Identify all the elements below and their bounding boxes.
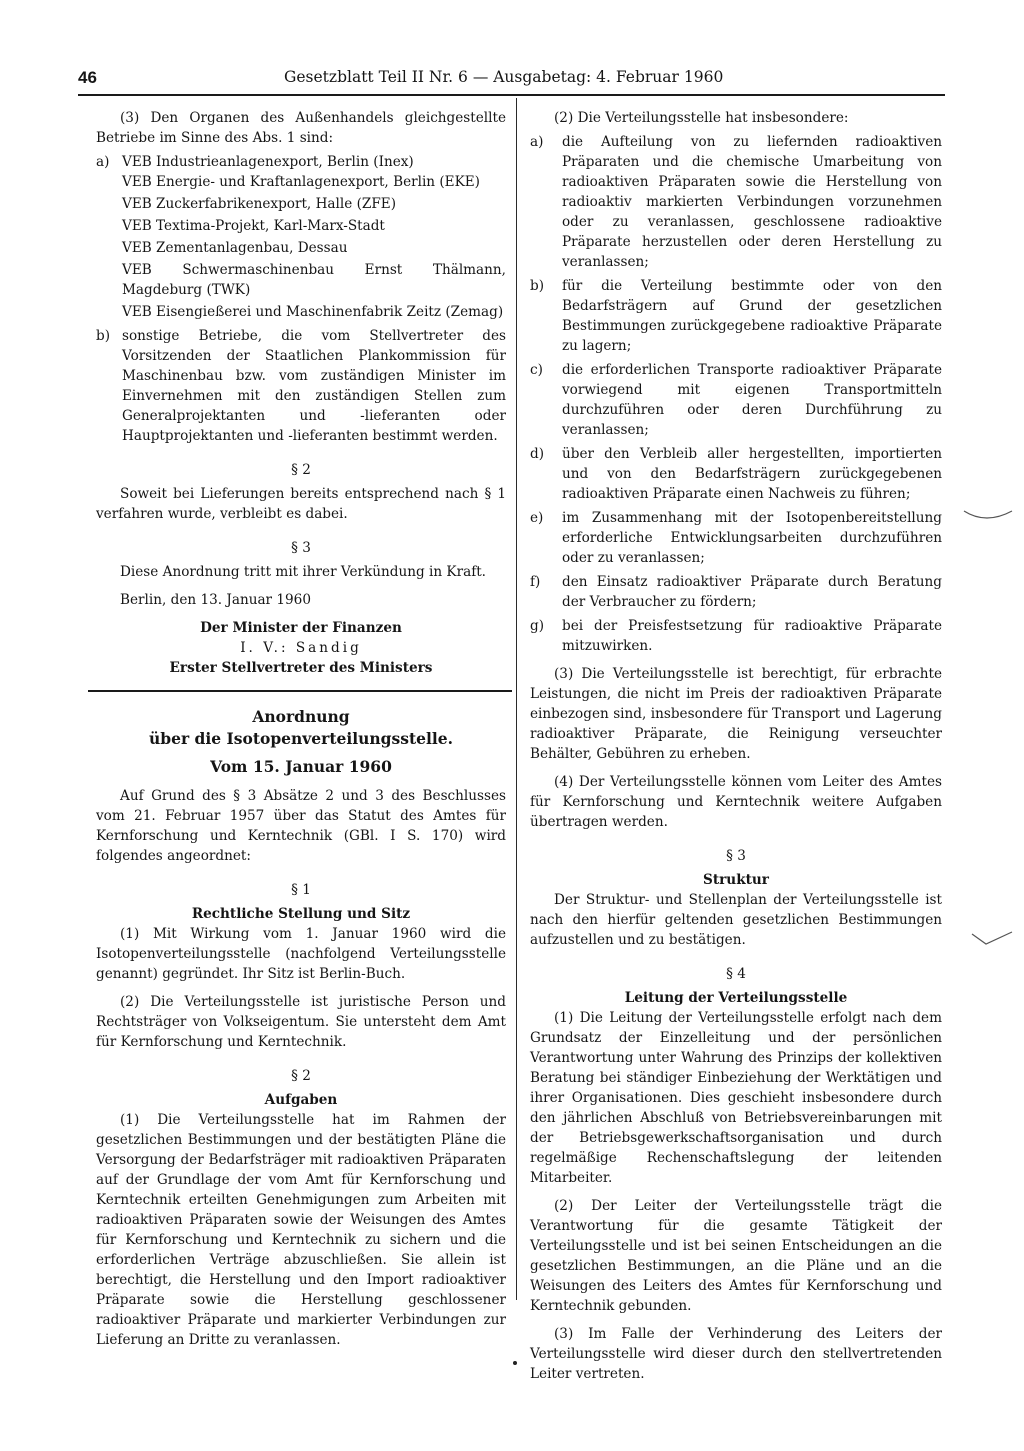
- company-entry: VEB Schwermaschinenbau Ernst Thälmann, Magdeburg (TWK): [122, 262, 506, 298]
- section-paragraph: (1) Die Verteilungsstelle hat im Rahmen der gesetzlichen Bestimmungen und der bestätigten Pläne die Versorgung der Bedarfsträger mit radioaktiven Präparaten auf der Grundlage der vom Amt für Kernforschung und Kerntechnik erteilten Genehmigungen zum Arbeiten mit radioaktiven Präparaten sowie der Weisungen des Amtes für Kernforschung und Kerntechnik zu sichern und die erforderlichen Verträge abzuschließen. Sie allein ist berechtigt, die Herstellung und den Import radioaktiver Präparate sowie die Herstellung geschlossener radioaktiver Präparate und markierter Verbindungen zur Lieferung an Dritte zu veranlassen.: [96, 1112, 506, 1348]
- item-label: a): [530, 134, 544, 150]
- left-column: [96, 108, 506, 1350]
- list-item: [530, 360, 942, 440]
- margin-check-mark: [968, 928, 1018, 952]
- item-label: g): [530, 618, 545, 634]
- paragraph-4: (4) Der Verteilungsstelle können vom Leiter des Amtes für Kernforschung und Kerntechnik weitere Aufgaben übertragen werden.: [530, 774, 942, 830]
- item-text: den Einsatz radioaktiver Präparate durch Beratung der Verbraucher zu fördern;: [562, 574, 942, 610]
- item-text: die erforderlichen Transporte radioaktiver Präparate vorwiegend mit eigenen Transportmitteln durchzuführen oder deren Durchführung zu veranlassen;: [562, 362, 942, 438]
- item-label: f): [530, 574, 541, 590]
- paragraph-2-intro: (2) Die Verteilungsstelle hat insbesondere:: [554, 110, 849, 126]
- section-title: Aufgaben: [264, 1092, 338, 1108]
- company-entry: VEB Industrieanlagenexport, Berlin (Inex): [122, 154, 414, 170]
- signer-role: Erster Stellvertreter des Ministers: [169, 660, 433, 676]
- company-entry: VEB Eisengießerei und Maschinenfabrik Zeitz (Zemag): [122, 304, 504, 320]
- section-heading: § 1: [291, 882, 311, 898]
- paragraph-3: (3) Die Verteilungsstelle ist berechtigt, für erbrachte Leistungen, die nicht im Preis der radioaktiven Präparate einbezogen sind, insbesondere für Transport und Lagerung radioaktiver Präparate, die Reinigung verseuchter Behälter, Gebühren zu erheben.: [530, 666, 942, 762]
- list-item-b: [96, 326, 506, 446]
- column-divider: [516, 98, 517, 1300]
- section-paragraph: (2) Der Leiter der Verteilungsstelle trägt die Verantwortung für die gesamte Tätigkeit der Verteilungsstelle und ist bei seinen Entscheidungen an die gesetzlichen Bestimmungen, an die Pläne und an die Weisungen des Leiters des Amtes für Kernforschung und Kerntechnik gebunden.: [530, 1198, 942, 1314]
- list-item: [530, 572, 942, 612]
- paragraph-3-intro: (3) Den Organen des Außenhandels gleichgestellte Betriebe im Sinne des Abs. 1 sind:: [96, 110, 506, 146]
- section-text: Der Struktur- und Stellenplan der Verteilungsstelle ist nach den hierfür geltenden gesetzlichen Bestimmungen aufzustellen und zu bestätigen.: [530, 892, 942, 948]
- place-date: Berlin, den 13. Januar 1960: [120, 592, 311, 608]
- section-heading: § 3: [726, 848, 746, 864]
- item-text: bei der Preisfestsetzung für radioaktive Präparate mitzuwirken.: [562, 618, 942, 654]
- item-label: c): [530, 362, 543, 378]
- item-label: e): [530, 510, 544, 526]
- item-text: die Aufteilung von zu liefernden radioaktiven Präparaten und die chemische Umarbeitung von radioaktiven Präparaten sowie die Herstellung von radioaktiv markierten Verbindungen vorzunehmen oder zu veranlassen, geschlossene radioaktive Präparate herzustellen oder deren Herstellung zu veranlassen;: [562, 134, 942, 270]
- document-subtitle: über die Isotopenverteilungsstelle.: [148, 729, 453, 748]
- list-item: [530, 616, 942, 656]
- signer-title: Der Minister der Finanzen: [200, 620, 402, 636]
- list-item: [530, 444, 942, 504]
- company-entry: VEB Zementanlagenbau, Dessau: [122, 240, 348, 256]
- margin-tick-mark: [960, 505, 1020, 525]
- company-entry: VEB Energie- und Kraftanlagenexport, Berlin (EKE): [122, 174, 480, 190]
- item-text: sonstige Betriebe, die vom Stellvertreter des Vorsitzenden der Staatlichen Plankommission für Maschinenbau bzw. vom zuständigen Minister im Einvernehmen mit den zuständigen Stellen zum Generalprojektanten und -lieferanten oder Hauptprojektanten und -lieferanten bestimmt werden.: [122, 328, 506, 444]
- list-item-a: [96, 152, 506, 172]
- item-label: b): [530, 278, 545, 294]
- section-title: Leitung der Verteilungsstelle: [624, 990, 848, 1006]
- page-number: 46: [78, 68, 97, 87]
- preamble: Auf Grund des § 3 Absätze 2 und 3 des Beschlusses vom 21. Februar 1957 über das Statut des Amtes für Kernforschung und Kerntechnik (GBl. I S. 170) wird folgendes angeordnet:: [96, 788, 506, 864]
- item-text: über den Verbleib aller hergestellten, importierten und von den Bedarfsträgern zurückgegebenen radioaktiven Präparate einen Nachweis zu führen;: [562, 446, 942, 502]
- page-speck: [513, 1361, 517, 1365]
- item-label: a): [96, 154, 110, 170]
- list-item: [530, 508, 942, 568]
- section-text: Diese Anordnung tritt mit ihrer Verkündung in Kraft.: [120, 564, 487, 580]
- document-date: Vom 15. Januar 1960: [210, 757, 392, 776]
- running-title: Gesetzblatt Teil II Nr. 6 — Ausgabetag: 4. Februar 1960: [284, 68, 724, 86]
- header-rule: [78, 94, 945, 96]
- section-paragraph: (1) Die Leitung der Verteilungsstelle erfolgt nach dem Grundsatz der Einzelleitung und der persönlichen Verantwortung unter Wahrung des Prinzips der kollektiven Beratung bei ständiger Einbeziehung der Werktätigen und ihrer Organisationen. Dies geschieht insbesondere durch den jährlichen Abschluß von Betriebsvereinbarungen mit der Betriebsgewerkschaftsorganisation und durch regelmäßige Rechenschaftslegung der leitenden Mitarbeiter.: [530, 1010, 942, 1186]
- item-label: b): [96, 328, 111, 344]
- list-item: [530, 276, 942, 356]
- section-text: Soweit bei Lieferungen bereits entsprechend nach § 1 verfahren wurde, verbleibt es dabei.: [96, 486, 506, 522]
- section-paragraph: (1) Mit Wirkung vom 1. Januar 1960 wird die Isotopenverteilungsstelle (nachfolgend Verteilungsstelle genannt) gegründet. Ihr Sitz ist Berlin-Buch.: [96, 926, 506, 982]
- item-text: im Zusammenhang mit der Isotopenbereitstellung erforderliche Entwicklungsarbeiten durchzuführen oder zu veranlassen;: [562, 510, 942, 566]
- page-header: [78, 68, 938, 94]
- item-label: d): [530, 446, 545, 462]
- company-entry: VEB Zuckerfabrikenexport, Halle (ZFE): [122, 196, 396, 212]
- section-title: Struktur: [703, 872, 769, 888]
- section-heading: § 2: [291, 1068, 311, 1084]
- section-paragraph: (3) Im Falle der Verhinderung des Leiters der Verteilungsstelle wird dieser durch den stellvertretenden Leiter vertreten.: [530, 1326, 942, 1382]
- section-paragraph: (2) Die Verteilungsstelle ist juristische Person und Rechtsträger von Volkseigentum. Sie untersteht dem Amt für Kernforschung und Kerntechnik.: [96, 994, 506, 1050]
- section-heading: § 3: [291, 540, 311, 556]
- list-item: [530, 132, 942, 272]
- document-separator: [88, 690, 512, 692]
- section-heading: § 4: [726, 966, 746, 982]
- signer-name: I. V.: Sandig: [240, 640, 362, 656]
- section-title: Rechtliche Stellung und Sitz: [191, 906, 411, 922]
- company-entry: VEB Textima-Projekt, Karl-Marx-Stadt: [122, 218, 385, 234]
- item-text: für die Verteilung bestimmte oder von den Bedarfsträgern auf Grund der gesetzlichen Bestimmungen zurückgegebene radioaktive Präparate zu lagern;: [562, 278, 942, 354]
- document-title: Anordnung: [252, 707, 350, 726]
- section-heading: § 2: [291, 462, 311, 478]
- right-column: [530, 108, 942, 1384]
